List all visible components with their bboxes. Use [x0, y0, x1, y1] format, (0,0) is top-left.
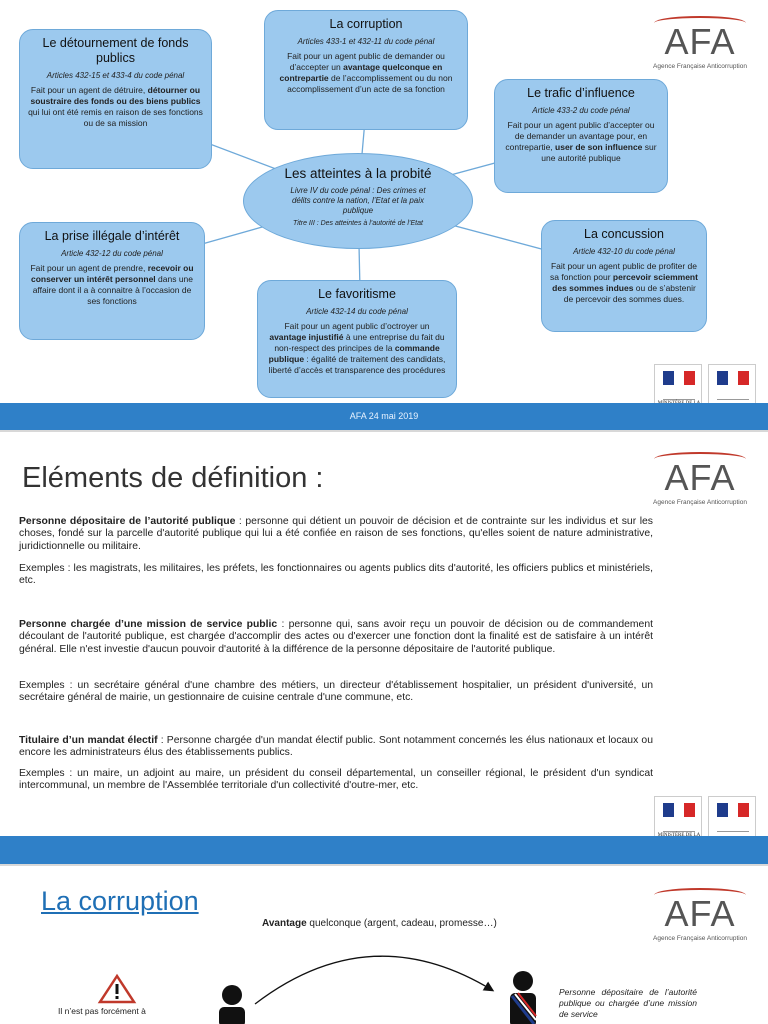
- center-title: Les atteintes à la probité: [284, 166, 432, 181]
- bubble-favoritisme: [257, 280, 457, 398]
- warning-text: Il n’est pas forcément à: [58, 1006, 146, 1016]
- bubble-detournement: [19, 29, 212, 169]
- center-probity: [243, 153, 473, 249]
- bubble-corruption: [264, 10, 468, 130]
- definition-depositaire: Personne dépositaire de l’autorité publique : personne qui détient un pouvoir de décision et de contrainte sur les individus et sur les choses, fondé sur la parcelle d'autorité publique qui lui a été confiée en raison de ses fonctions, qu'elles soient de nature administrative, juridictionnelle ou militaire.: [19, 516, 654, 552]
- examples-mission-service-public: Exemples : un secrétaire général d'une chambre des métiers, un directeur d'établissement hospitalier, un président d'université, un secrétaire général de mairie, un gestionnaire de cuisine centrale d'une commune, etc.: [19, 680, 653, 704]
- bubble-text: Fait pour un agent de prendre, recevoir ou conserver un intérêt personnel dans une affaire dont il a à connaitre à l’occasion de ses fonctions: [30, 263, 194, 306]
- bubble-ref: Article 432-14 du code pénal: [306, 307, 408, 316]
- slide-title: La corruption: [41, 886, 199, 916]
- exchange-arrow: [255, 956, 492, 1004]
- definition-mandat-electif: Titulaire d’un mandat électif : Personne chargée d'un mandat électif public. Sont notamment concernés les élus nationaux et locaux ou encore les administrateurs élus des établissements publics.: [19, 735, 653, 759]
- slide-definitions: [0, 432, 768, 864]
- slide-probity-overview: [0, 0, 768, 430]
- definition-mission-service-public: Personne chargée d’une mission de service public : personne qui, sans avoir reçu un pouvoir de décision ou de commandement découlant de l'autorité publique, est chargée d'accomplir des actes ou d'exercer une fonction dont la finalité est de satisfaire à un intérêt général. Elle n'est investie d'aucun pouvoir d'autorité à la différence de la personne dépositaire de l'autorité publique.: [19, 619, 653, 655]
- bubble-ref: Article 432-10 du code pénal: [573, 247, 675, 256]
- bubble-concussion: [541, 220, 707, 332]
- footer-text: AFA 24 mai 2019: [349, 411, 419, 421]
- bubble-title: Le favoritisme: [318, 287, 396, 301]
- bubble-text: Fait pour un agent public d’octroyer un avantage injustifié à une entreprise du fait du non-respect des principes de la commande publique : égalité de traitement des candidats, liberté d’accès et transparence des procédures: [268, 321, 446, 375]
- bubble-text: Fait pour un agent public d’accepter ou de demander un avantage pour, en contrepartie, user de son influence sur une autorité publique: [505, 120, 657, 163]
- bubble-text: Fait pour un agent public de demander ou d’accepter un avantage quelconque en contrepartie de l’accomplissement ou du non accomplissement d’un acte de sa fonction: [279, 51, 453, 94]
- bubble-title: La corruption: [329, 17, 403, 31]
- afa-logo: AFA Agence Française Anticorruption: [652, 452, 748, 512]
- bubble-ref: Article 432-12 du code pénal: [61, 249, 163, 258]
- bubble-title: La concussion: [584, 227, 664, 241]
- bubble-prise-illegale: [19, 222, 205, 340]
- examples-mandat-electif: Exemples : un maire, un adjoint au maire, un président du conseil départemental, un conseiller régional, le président d'un syndicat intercommunal, un membre de l'Assemblée territoriale d'un collectivité d'outre-mer, etc.: [19, 768, 653, 792]
- person-icon: [219, 985, 245, 1024]
- center-sub: Titre III : Des atteintes à l’autorité de l’Etat: [293, 220, 423, 227]
- warning-icon: [100, 976, 134, 1002]
- bubble-text: Fait pour un agent de détruire, détourner ou soustraire des fonds ou des biens publics qui lui ont été remis en raison de ses fonctions ou de sa mission: [28, 85, 203, 128]
- bubble-title: Le trafic d’influence: [527, 86, 635, 100]
- center-ref: Livre IV du code pénal : Des crimes et délits contre la nation, l’Etat et la paix publique: [290, 186, 426, 215]
- avantage-label: Avantage quelconque (argent, cadeau, promesse…): [262, 918, 497, 929]
- afa-logo: AFA Agence Française Anticorruption: [652, 888, 748, 948]
- slide-corruption-schema: [0, 866, 768, 1024]
- bubble-text: Fait pour un agent public de profiter de sa fonction pour percevoir sciemment des sommes indues ou de s’abstenir de percevoir des sommes dues.: [550, 261, 698, 304]
- bubble-ref: Article 433-2 du code pénal: [532, 106, 630, 115]
- elected-official-icon: [510, 971, 536, 1024]
- examples-depositaire: Exemples : les magistrats, les militaires, les préfets, les fonctionnaires ou agents publics dits d'autorité, les officiers publics et ministériels, etc.: [19, 563, 653, 587]
- bubble-ref: Articles 432-15 et 433-4 du code pénal: [46, 71, 185, 80]
- footer-bar: [0, 403, 768, 430]
- bubble-title: Le détournement de fonds publics: [42, 36, 189, 65]
- bubble-ref: Articles 433-1 et 432-11 du code pénal: [297, 37, 435, 46]
- bubble-title: La prise illégale d’intérêt: [44, 229, 180, 243]
- bubble-trafic-influence: [494, 79, 668, 193]
- afa-logo: AFA Agence Française Anticorruption: [652, 16, 748, 76]
- footer-bar: [0, 836, 768, 864]
- slide-title: Eléments de définition :: [22, 462, 324, 494]
- depositaire-text: Personne dépositaire de l’autorité publique ou chargée d’une mission de service: [559, 987, 697, 1019]
